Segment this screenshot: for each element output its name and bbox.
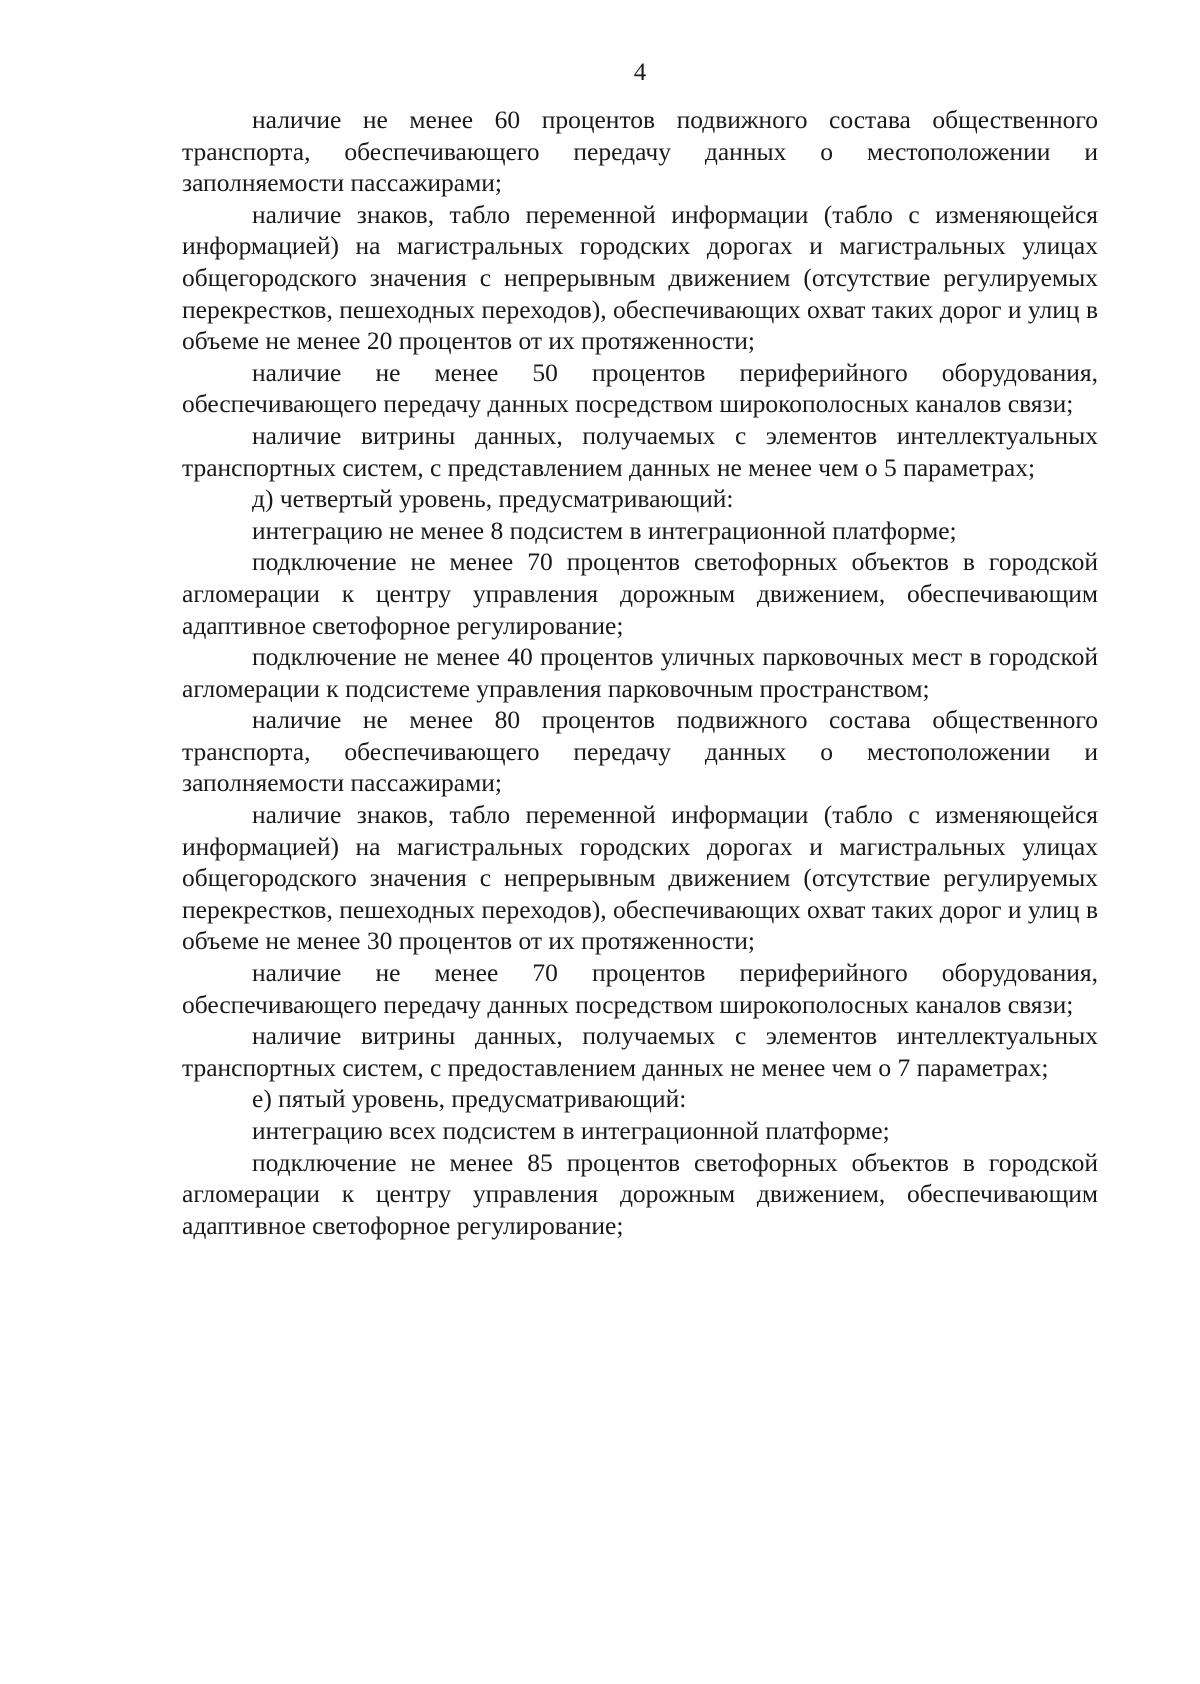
- paragraph: интеграцию не менее 8 подсистем в интеграционной платформе;: [252, 515, 957, 545]
- paragraph: е) пятый уровень, предусматривающий:: [252, 1084, 687, 1114]
- page-number: 4: [633, 59, 647, 86]
- paragraph: наличие не менее 60 процентов подвижного состава общественного транспорта, обеспечивающего передачу данных о местоположении и заполняемости пассажирами;: [182, 105, 1098, 198]
- paragraph: наличие не менее 50 процентов периферийного оборудования, обеспечивающего передачу данных посредством широкополосных каналов связи;: [182, 357, 1098, 419]
- paragraph: наличие знаков, табло переменной информации (табло с изменяющейся информацией) на магистральных городских дорогах и магистральных улицах общегородского значения с непрерывным движением (отсутствие регулируемых перекрестков, пешеходных переходов), обеспечивающих охват таких дорог и улиц в объеме не менее 30 процентов от их протяженности;: [182, 800, 1098, 956]
- paragraph: подключение не менее 40 процентов уличных парковочных мест в городской агломерации к подсистеме управления парковочным пространством;: [182, 642, 1098, 703]
- paragraph: наличие витрины данных, получаемых с элементов интеллектуальных транспортных систем, с предоставлением данных не менее чем о 7 параметрах;: [182, 1021, 1098, 1082]
- paragraph: наличие не менее 80 процентов подвижного состава общественного транспорта, обеспечивающего передачу данных о местоположении и заполняемости пассажирами;: [182, 705, 1098, 798]
- document-body: [182, 104, 1098, 1241]
- paragraph: д) четвертый уровень, предусматривающий:: [252, 484, 734, 514]
- paragraph: подключение не менее 70 процентов светофорных объектов в городской агломерации к центру управления дорожным движением, обеспечивающим адаптивное светофорное регулирование;: [182, 547, 1098, 640]
- paragraph: наличие витрины данных, получаемых с элементов интеллектуальных транспортных систем, с представлением данных не менее чем о 5 параметрах;: [182, 420, 1098, 482]
- paragraph: подключение не менее 85 процентов светофорных объектов в городской агломерации к центру управления дорожным движением, обеспечивающим адаптивное светофорное регулирование;: [182, 1147, 1098, 1240]
- paragraph: наличие не менее 70 процентов периферийного оборудования, обеспечивающего передачу данных посредством широкополосных каналов связи;: [182, 958, 1098, 1019]
- paragraph: наличие знаков, табло переменной информации (табло с изменяющейся информацией) на магистральных городских дорогах и магистральных улицах общегородского значения с непрерывным движением (отсутствие регулируемых перекрестков, пешеходных переходов), обеспечивающих охват таких дорог и улиц в объеме не менее 20 процентов от их протяженности;: [182, 199, 1098, 356]
- paragraph: интеграцию всех подсистем в интеграционной платформе;: [252, 1116, 890, 1145]
